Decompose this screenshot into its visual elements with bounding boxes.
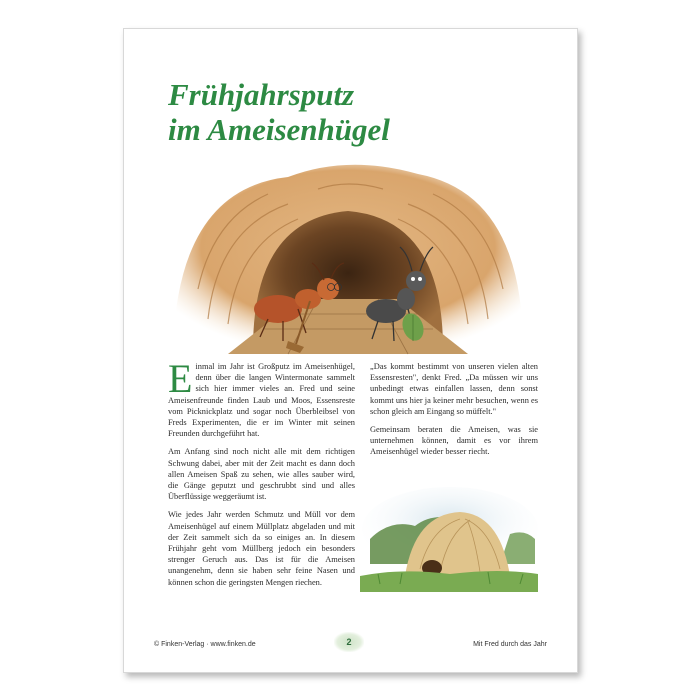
publisher-footer: © Finken-Verlag · www.finken.de — [154, 641, 256, 648]
paragraph: Gemeinsam beraten die Ameisen, was sie unternehmen können, damit es vor ihrem Ameisenhügel wieder besser riecht. — [370, 425, 538, 457]
paragraph — [168, 356, 355, 439]
paragraph-text: inmal im Jahr ist Großputz im Ameisenhügel, denn über die langen Wintermonate sammelt sich hier immer vieles an. Fred und seine Ameisenfreunde finden Laub und Moos, Essensreste vom Picknickplatz und sogar noch Überbleibsel von Freds Experimenten, die er im Winter mit seinen Freunden durchgeführt hat. — [168, 362, 355, 439]
drop-cap: E — [168, 356, 193, 401]
paragraph: Wie jedes Jahr werden Schmutz und Müll vor dem Ameisenhügel auf einem Müllplatz abgeladen und mit der Zeit sammelt sich da so einiges an. In diesem Frühjahr geht vom Müllberg jedoch ein besonders strenger Geruch aus. Das ist für die Ameisen unangenehm, denn sie haben sehr feine Nasen und können schon die geringsten Mengen riechen. — [168, 510, 355, 587]
anthill-illustration — [360, 484, 538, 592]
page-number: 2 — [334, 632, 364, 652]
ants-tunnel-illustration — [168, 149, 528, 359]
right-text-column — [370, 361, 538, 465]
left-text-column — [168, 356, 355, 595]
meadow — [360, 571, 538, 592]
title-line-1: Frühjahrsputz — [168, 77, 355, 112]
paragraph: Am Anfang sind noch nicht alle mit dem richtigen Schwung dabei, aber mit der Zeit macht es dann doch allen Ameisen Spaß zu sehen, wie alles sauber wird, die Gänge geputzt und geschrubbt sind und alles Überflüssige weggeräumt ist. — [168, 447, 355, 502]
book-title-footer: Mit Fred durch das Jahr — [473, 641, 547, 648]
page-title — [168, 77, 390, 147]
title-line-2: im Ameisenhügel — [168, 112, 390, 147]
paragraph: „Das kommt bestimmt von unseren vielen alten Essensresten", denkt Fred. „Da müssen wir uns unbedingt etwas einfallen lassen, denn sonst kommt uns hier ja keiner mehr besuchen, wenn es schon gleich am Eingang so müffelt." — [370, 362, 538, 416]
book-page — [123, 28, 578, 673]
